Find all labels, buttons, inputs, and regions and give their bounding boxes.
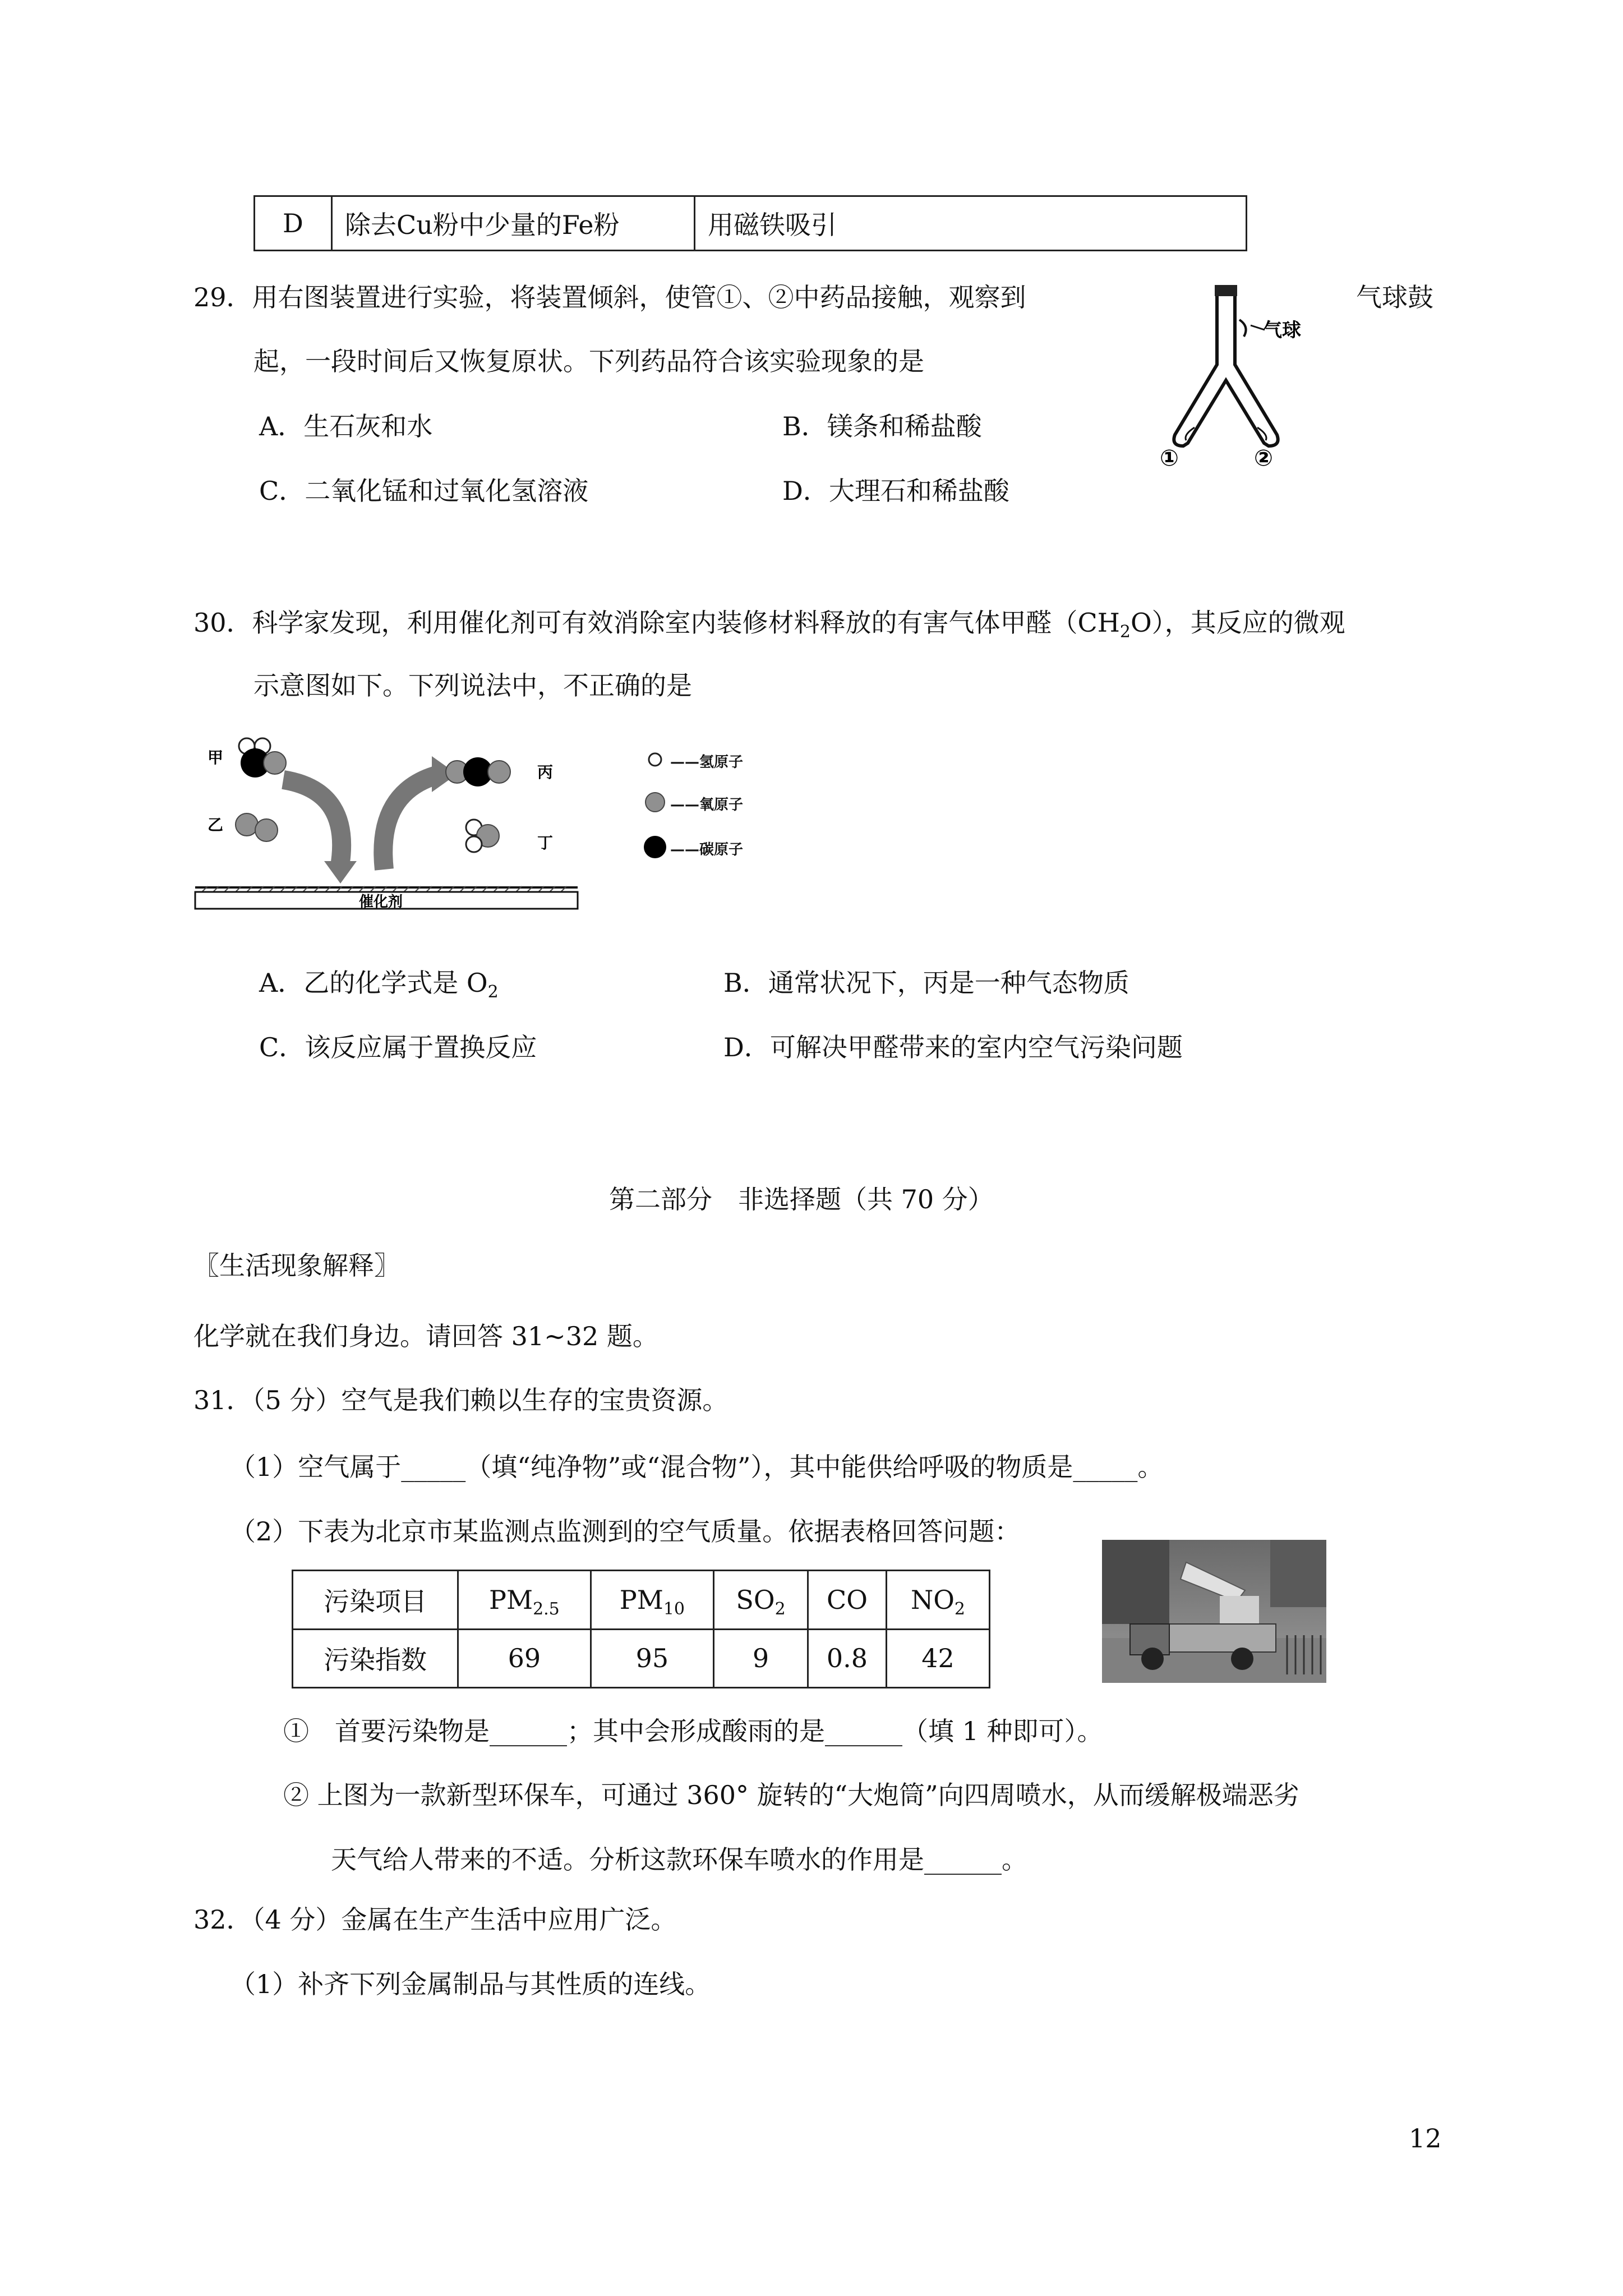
oxygen-atom xyxy=(236,813,258,836)
q30-line1: 30．科学家发现，利用催化剂可有效消除室内装修材料释放的有害气体甲醛$(CH_2O)$，其反应的微观 xyxy=(193,608,1345,642)
q29-line1: 29．用右图装置进行实验，将装置倾斜，使管①、②中药品接触，观察到 xyxy=(193,282,1026,312)
table-cell-co: 0.8 xyxy=(808,1629,886,1688)
q31-item2-line1: ② 上图为一款新型环保车，可通过 360° 旋转的“大炮筒”向四周喷水，从而缓解极端恶劣 xyxy=(283,1780,1299,1810)
page-number: 12 xyxy=(1409,2123,1442,2154)
table-cell-so2: 9 xyxy=(714,1629,808,1688)
q31-item1: ① 首要污染物是______；其中会形成酸雨的是______（填 1 种即可）。 xyxy=(283,1716,1103,1746)
y-tube-figure xyxy=(1144,280,1335,471)
legend-oxygen-icon xyxy=(645,793,665,812)
balloon-label: 气球 xyxy=(1263,319,1301,342)
label-ding: 丁 xyxy=(537,834,554,852)
table-header-no2: $NO_2$ xyxy=(886,1571,989,1630)
tube2-label: ② xyxy=(1254,445,1273,471)
oxygen-atom xyxy=(264,752,286,774)
table-cell-pm10: 95 xyxy=(591,1629,713,1688)
table-cell-method: 用磁铁吸引 xyxy=(695,196,1247,251)
q32-title: 32．（4 分）金属在生产生活中应用广泛。 xyxy=(193,1904,677,1935)
table-cell-no2: 42 xyxy=(886,1629,989,1688)
arrow-down-head xyxy=(324,861,357,884)
q30-option-c: C．该反应属于置换反应 xyxy=(259,1032,537,1062)
legend-oxygen-label: ——氧原子 xyxy=(670,797,744,813)
reaction-diagram xyxy=(191,724,600,914)
q30-option-d: D．可解决甲醛带来的室内空气污染问题 xyxy=(723,1032,1183,1062)
label-bing: 丙 xyxy=(537,763,554,781)
eco-truck-photo xyxy=(1102,1540,1326,1683)
oxygen-atom xyxy=(255,819,278,841)
table-header-index: 污染指数 xyxy=(293,1629,458,1688)
arrow-up-icon xyxy=(383,774,440,869)
label-yi: 乙 xyxy=(208,816,224,834)
q29-option-b: B．镁条和稀盐酸 xyxy=(782,411,982,441)
table-header-co: CO xyxy=(808,1571,886,1630)
table-header-so2: $SO_2$ xyxy=(714,1571,808,1630)
atom-legend xyxy=(639,746,819,858)
q29-line1-tail: 气球鼓 xyxy=(1356,282,1433,312)
tube-stopper xyxy=(1215,285,1237,296)
table-row xyxy=(293,1629,990,1688)
q31-sub1: （1）空气属于_____（填“纯净物”或“混合物”），其中能供给呼吸的物质是_____。 xyxy=(230,1452,1164,1482)
balloon-icon xyxy=(1239,320,1246,337)
label-jia: 甲 xyxy=(208,748,224,767)
legend-hydrogen-icon xyxy=(649,753,661,766)
tube-outline xyxy=(1174,296,1278,446)
table-header-pm10: $PM_{10}$ xyxy=(591,1571,713,1630)
tube1-label: ① xyxy=(1160,445,1179,471)
q29-option-d: D．大理石和稀盐酸 xyxy=(782,476,1009,506)
q29-option-a: A．生石灰和水 xyxy=(259,411,433,441)
q30-option-b: B．通常状况下，丙是一种气态物质 xyxy=(723,968,1129,998)
q31-item2-line2: 天气给人带来的不适。分析这款环保车喷水的作用是______。 xyxy=(331,1844,1027,1875)
table-header-pm25: $PM_{2.5}$ xyxy=(458,1571,591,1630)
air-quality-table xyxy=(292,1570,990,1688)
table-cell-pm25: 69 xyxy=(458,1629,591,1688)
q30-line2: 示意图如下。下列说法中，不正确的是 xyxy=(253,670,692,701)
part2-heading: 第二部分 非选择题（共 70 分） xyxy=(609,1184,994,1214)
legend-carbon-icon xyxy=(644,836,666,858)
legend-hydrogen-label: ——氢原子 xyxy=(670,754,744,771)
option-table-row-d xyxy=(253,195,1247,251)
table-cell-purpose: 除去Cu粉中少量的Fe粉 xyxy=(332,196,695,251)
catalyst-label: 催化剂 xyxy=(359,894,403,910)
q31-sub2: （2）下表为北京市某监测点监测到的空气质量。依据表格回答问题： xyxy=(230,1516,1021,1547)
q31-title: 31．（5 分）空气是我们赖以生存的宝贵资源。 xyxy=(193,1385,728,1415)
oxygen-atom xyxy=(488,761,510,783)
q29-line2: 起，一段时间后又恢复原状。下列药品符合该实验现象的是 xyxy=(253,346,924,376)
legend-carbon-label: ——碳原子 xyxy=(670,841,744,858)
table-row xyxy=(293,1571,990,1630)
section-heading: 〖生活现象解释〗 xyxy=(193,1250,400,1281)
q30-option-a: A．乙的化学式是 $O_2$ xyxy=(259,968,499,1002)
section-intro: 化学就在我们身边。请回答 31~32 题。 xyxy=(193,1321,658,1351)
q32-sub1: （1）补齐下列金属制品与其性质的连线。 xyxy=(230,1969,711,1999)
q29-option-c: C．二氧化锰和过氧化氢溶液 xyxy=(259,476,589,506)
hydrogen-atom xyxy=(466,836,482,852)
table-cell-option: D xyxy=(255,196,332,251)
arrow-down-icon xyxy=(283,780,342,869)
table-header-item: 污染项目 xyxy=(293,1571,458,1630)
